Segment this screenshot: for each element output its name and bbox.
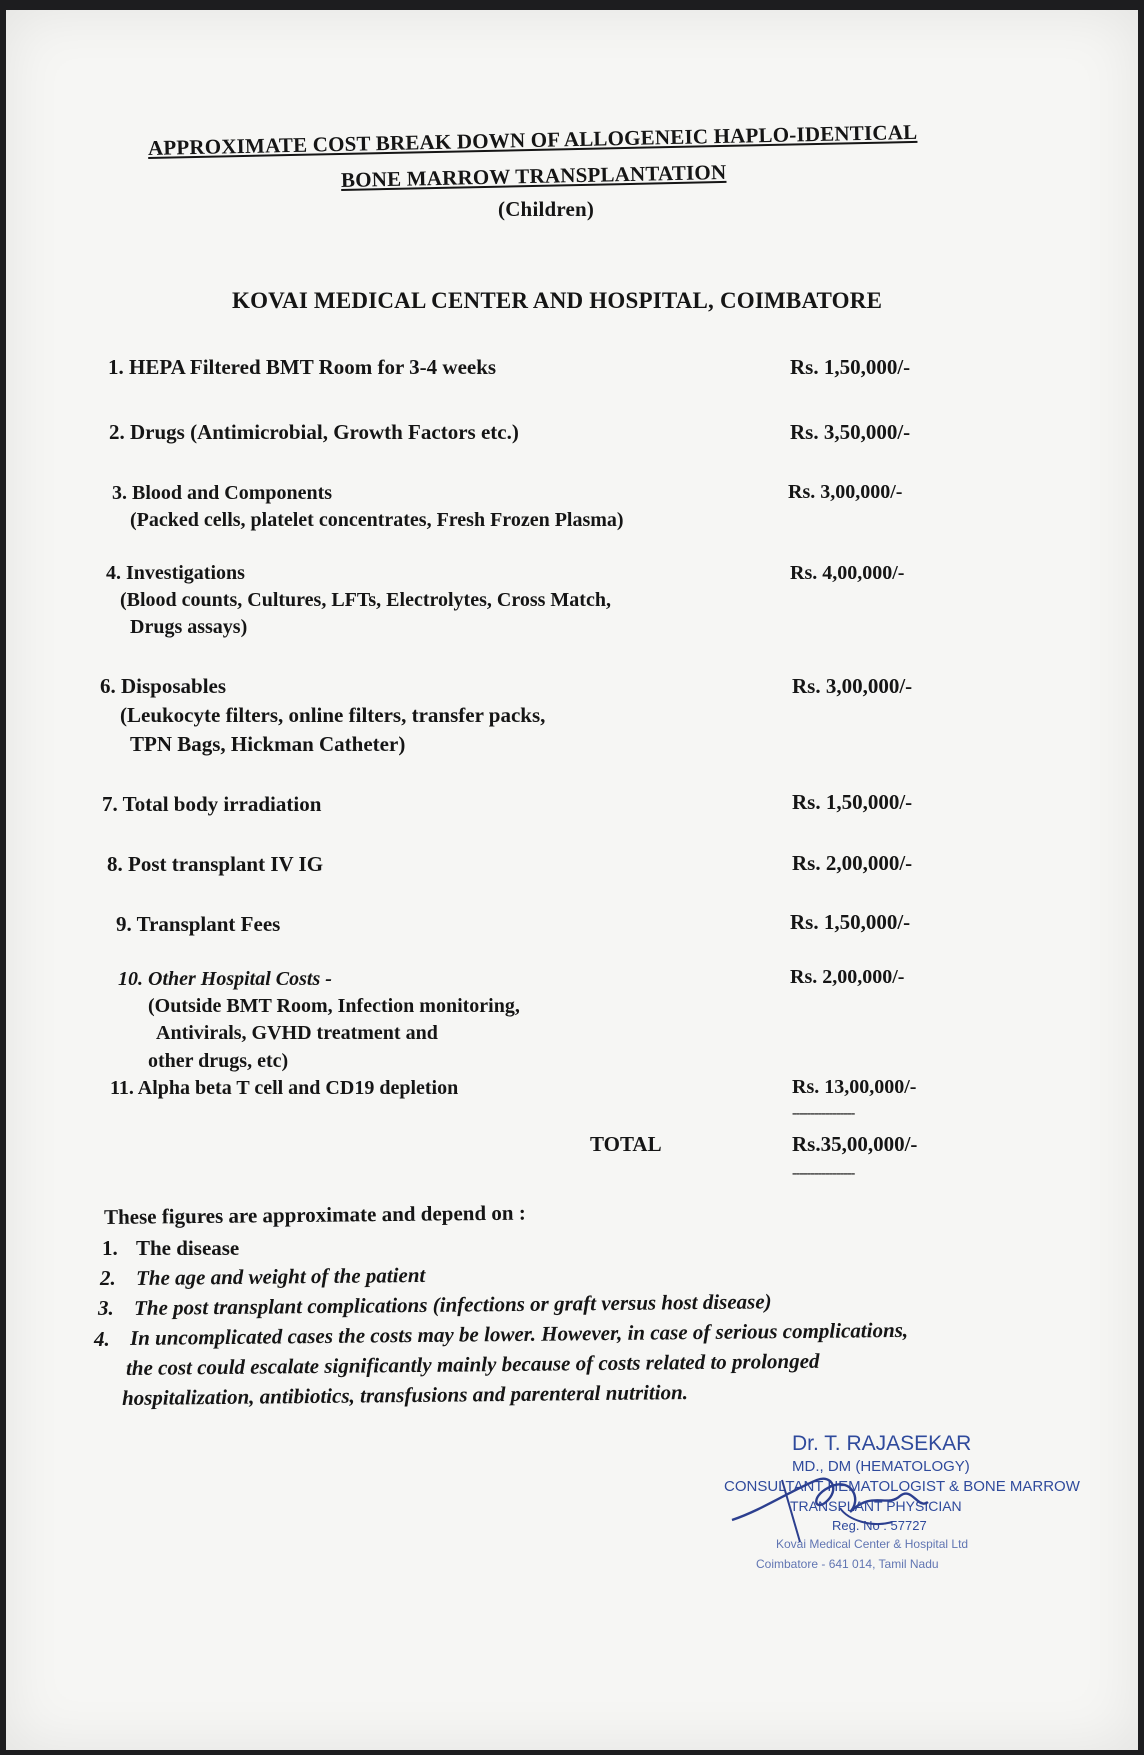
total-amount: Rs.35,00,000/- xyxy=(792,1132,918,1156)
cost-item-amount: Rs. 1,50,000/- xyxy=(792,790,913,814)
cost-item-amount: Rs. 3,50,000/- xyxy=(790,420,911,444)
cost-item-detail: (Outside BMT Room, Infection monitoring, xyxy=(148,995,520,1017)
document-title-line-2: BONE MARROW TRANSPLANTATION xyxy=(340,159,727,192)
cost-item-amount: Rs. 2,00,000/- xyxy=(790,966,905,988)
note-text: The disease xyxy=(136,1236,240,1260)
cost-item-amount: Rs. 3,00,000/- xyxy=(792,674,913,698)
stamp-degree: MD., DM (HEMATOLOGY) xyxy=(792,1458,970,1475)
stamp-role-line-1: CONSULTANT HEMATOLOGIST & BONE MARROW xyxy=(724,1478,1080,1495)
note-number: 4. xyxy=(94,1327,110,1351)
signature-icon xyxy=(722,1450,982,1560)
cost-item-detail: (Packed cells, platelet concentrates, Fresh Frozen Plasma) xyxy=(130,509,624,531)
cost-item-label: 11. Alpha beta T cell and CD19 depletion xyxy=(110,1077,459,1099)
cost-item-amount: Rs. 2,00,000/- xyxy=(792,851,913,875)
document-title-line-1: APPROXIMATE COST BREAK DOWN OF ALLOGENEIC HAPLO-IDENTICAL xyxy=(147,119,918,160)
cost-item-detail: TPN Bags, Hickman Catheter) xyxy=(130,732,406,756)
cost-item-detail: (Leukocyte filters, online filters, transfer packs, xyxy=(120,703,546,727)
document-subtitle: (Children) xyxy=(498,197,595,221)
stamp-registration: Reg. No : 57727 xyxy=(832,1518,927,1533)
stamp-organization: Kovai Medical Center & Hospital Ltd xyxy=(776,1537,969,1551)
stamp-address: Coimbatore - 641 014, Tamil Nadu xyxy=(756,1557,939,1571)
total-rule-top: ----------------- xyxy=(792,1106,855,1121)
stamp-doctor-name: Dr. T. RAJASEKAR xyxy=(792,1432,972,1455)
cost-item-label: 2. Drugs (Antimicrobial, Growth Factors etc.) xyxy=(109,420,519,444)
note-text: the cost could escalate significantly mainly because of costs related to prolonged xyxy=(125,1348,820,1380)
total-rule-bottom: ----------------- xyxy=(792,1166,855,1181)
cost-item-amount: Rs. 1,50,000/- xyxy=(790,355,911,379)
cost-item-detail: (Blood counts, Cultures, LFTs, Electrolytes, Cross Match, xyxy=(120,589,611,611)
note-number: 1. xyxy=(102,1236,118,1260)
cost-item-amount: Rs. 3,00,000/- xyxy=(788,481,903,503)
hospital-name: KOVAI MEDICAL CENTER AND HOSPITAL, COIMBATORE xyxy=(232,288,883,313)
note-text: hospitalization, antibiotics, transfusions and parenteral nutrition. xyxy=(121,1380,689,1410)
stamp-role-line-2: TRANSPLANT PHYSICIAN xyxy=(790,1498,962,1514)
cost-item-amount: Rs. 1,50,000/- xyxy=(790,910,911,934)
cost-item-label: 1. HEPA Filtered BMT Room for 3-4 weeks xyxy=(108,355,497,379)
cost-item-detail: Antivirals, GVHD treatment and xyxy=(156,1022,438,1044)
cost-item-label: 4. Investigations xyxy=(106,562,245,584)
cost-item-label: 8. Post transplant IV IG xyxy=(107,852,324,876)
cost-item-amount: Rs. 4,00,000/- xyxy=(790,562,905,584)
cost-item-detail: Drugs assays) xyxy=(130,616,248,638)
cost-item-detail: other drugs, etc) xyxy=(148,1050,289,1072)
cost-item-label: 9. Transplant Fees xyxy=(116,912,281,936)
cost-item-label: 10. Other Hospital Costs - xyxy=(118,968,332,990)
cost-item-label: 7. Total body irradiation xyxy=(102,792,322,816)
total-label: TOTAL xyxy=(590,1132,662,1156)
cost-item-amount: Rs. 13,00,000/- xyxy=(792,1076,917,1098)
note-text: The age and weight of the patient xyxy=(135,1262,426,1290)
note-number: 3. xyxy=(98,1296,114,1320)
note-text: In uncomplicated cases the costs may be lower. However, in case of serious complications, xyxy=(129,1317,909,1350)
note-number: 2. xyxy=(100,1266,116,1290)
notes-intro: These figures are approximate and depend on : xyxy=(103,1200,526,1229)
document-page xyxy=(6,10,1138,1750)
note-text: The post transplant complications (infections or graft versus host disease) xyxy=(133,1289,772,1320)
cost-item-label: 6. Disposables xyxy=(100,674,227,698)
cost-item-label: 3. Blood and Components xyxy=(112,482,333,504)
